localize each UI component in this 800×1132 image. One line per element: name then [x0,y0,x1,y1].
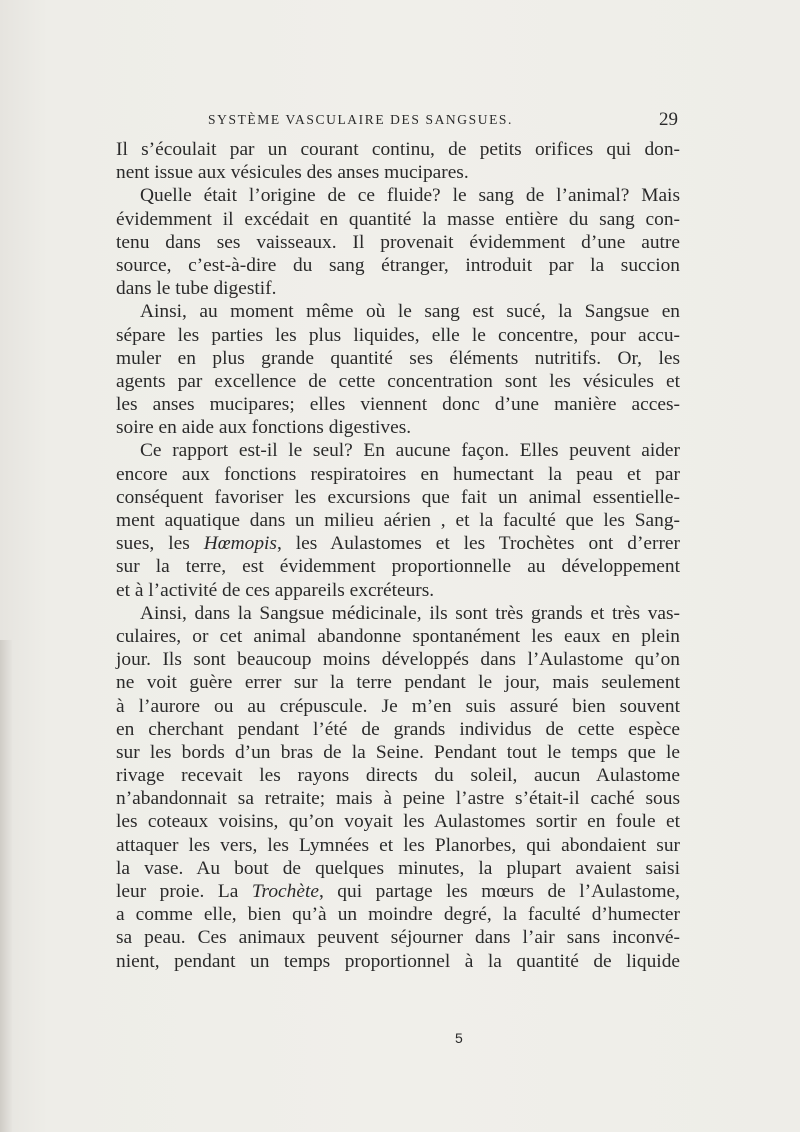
italic-term: Hœmopis [203,533,277,555]
text-line: dans le tube digestif. [116,278,277,300]
text-line: sépare les parties les plus liquides, elle le concentre, pour accu- [116,324,680,346]
text-line: ne voit guère errer sur la terre pendant le jour, mais seulement [116,672,680,694]
text-line: culaires, or cet animal abandonne spontanément les eaux en plein [116,625,680,647]
text-line: ment aquatique dans un milieu aérien , et la faculté que les Sang- [116,510,680,531]
text-line: nent issue aux vésicules des anses mucipares. [116,162,469,184]
italic-term: Trochète [251,881,319,902]
text-line: Il s’écoulait par un courant continu, de petits orifices qui don- [116,139,680,160]
text-line: évidemment il excédait en quantité la masse entière du sang con- [116,208,680,230]
text-line: sa peau. Ces animaux peuvent séjourner dans l’air sans inconvé- [116,927,680,949]
text-line: sues, les Hœmopis, les Aulastomes et les Trochètes ont d’errer [116,533,680,555]
text-line: n’abandonnait sa retraite; mais à peine l’astre s’était-il caché sous [116,788,680,810]
text-line: nient, pendant un temps proportionnel à la quantité de liquide [116,950,680,972]
binding-shadow [0,640,12,1132]
signature-mark: 5 [455,1030,463,1046]
text-line: Quelle était l’origine de ce fluide? le sang de l’animal? Mais [140,185,680,207]
page-header [118,109,678,136]
text-line: les coteaux voisins, qu’on voyait les Aulastomes sortir en foule et [116,811,680,833]
running-title: SYSTÈME VASCULAIRE DES SANGSUES. [208,112,513,127]
text-line: Ainsi, au moment même où le sang est sucé, la Sangsue en [140,301,680,323]
text-line: muler en plus grande quantité ses éléments nutritifs. Or, les [116,347,680,369]
text-line: et à l’activité de ces appareils excréteurs. [116,579,435,601]
text-line: attaquer les vers, les Lymnées et les Planorbes, qui abondaient sur [116,834,680,856]
text-line: a comme elle, bien qu’à un moindre degré, la faculté d’humecter [116,904,680,926]
text-line: source, c’est-à-dire du sang étranger, introduit par la succion [116,254,680,276]
body-text [116,138,680,973]
text-line: la vase. Au bout de quelques minutes, la plupart avaient saisi [116,857,680,879]
text-line: à l’aurore ou au crépuscule. Je m’en suis assuré bien souvent [116,695,680,717]
text-line: Ainsi, dans la Sangsue médicinale, ils sont très grands et très vas- [140,602,680,624]
text-line: les anses mucipares; elles viennent donc d’une manière acces- [116,394,680,416]
text-line: tenu dans ses vaisseaux. Il provenait évidemment d’une autre [116,231,680,253]
text-line: sur les bords d’un bras de la Seine. Pendant tout le temps que le [116,741,680,763]
text-line: conséquent favoriser les excursions que fait un animal essentielle- [116,486,680,508]
text-line: Ce rapport est-il le seul? En aucune façon. Elles peuvent aider [140,440,680,462]
text-line: rivage recevait les rayons directs du soleil, aucun Aulastome [116,765,680,787]
text-line: leur proie. La Trochète, qui partage les mœurs de l’Aulastome, [116,881,680,902]
text-line: en cherchant pendant l’été de grands individus de cette espèce [116,718,680,740]
text-line: sur la terre, est évidemment proportionnelle au développement [116,556,680,578]
text-line: agents par excellence de cette concentration sont les vésicules et [116,370,680,392]
page-number: 29 [659,109,678,130]
text-line: jour. Ils sont beaucoup moins développés dans l’Aulastome qu’on [116,649,680,671]
text-line: soire en aide aux fonctions digestives. [116,417,412,439]
text-line: encore aux fonctions respiratoires en humectant la peau et par [116,463,680,485]
